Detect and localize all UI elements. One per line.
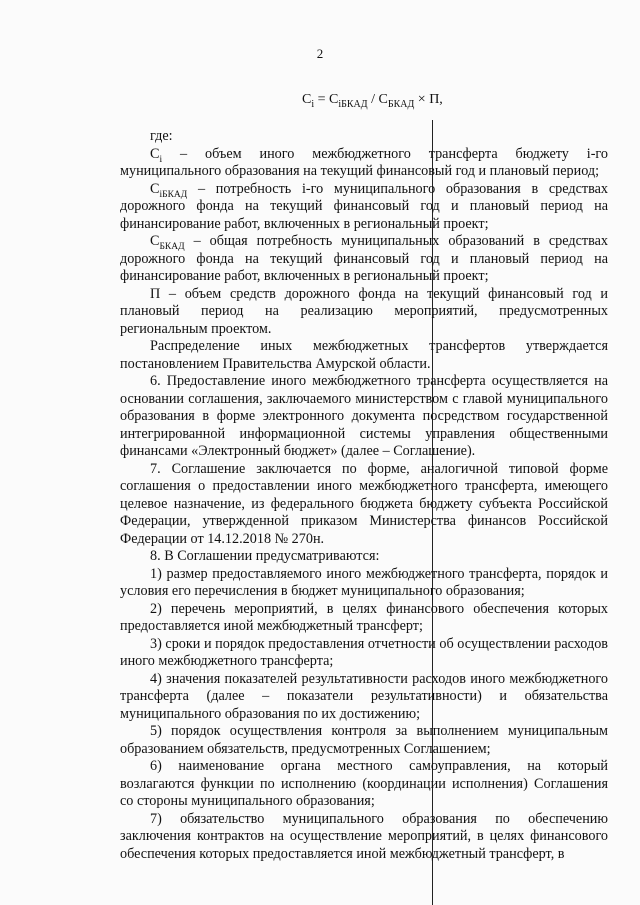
list-item: 1) размер предоставляемого иного межбюджетного трансферта, порядок и условия его перечисления в бюджет муниципального образования; — [120, 565, 608, 599]
list-item: 3) сроки и порядок предоставления отчетности об осуществлении расходов иного межбюджетного трансферта; — [120, 635, 608, 669]
document-body — [120, 128, 608, 863]
list-item: 4) значения показателей результативности расходов иного межбюджетного трансферта (далее – показатели результативности) и обязательства муниципального образования по их достижению; — [120, 670, 608, 722]
paragraph: 8. В Соглашении предусматриваются: — [150, 548, 380, 564]
def-symbol: C — [150, 180, 160, 197]
def-sub: iБКАД — [159, 189, 188, 200]
list-item: 2) перечень мероприятий, в целях финансового обеспечения которых предоставляется иной межбюджетный трансферт; — [120, 600, 608, 634]
def-symbol: C — [150, 233, 160, 249]
def-text: – общая потребность муниципальных образований в средствах дорожного фонда на текущий финансовый год и плановый период на финансирование работ, включенных в региональный проект; — [120, 233, 608, 284]
definition-cbkad — [120, 233, 608, 286]
formula-div: / C — [367, 92, 388, 107]
formula-den-sub: БКАД — [387, 98, 415, 110]
def-text: – потребность i-го муниципального образования в средствах дорожного фонда на текущий финансовый год и плановый период на финансирование работ, включенных в региональный проект; — [120, 180, 608, 232]
list-item: 5) порядок осуществления контроля за выполнением муниципальным образованием обязательств, предусмотренных Соглашением; — [120, 723, 608, 757]
formula-num-sub: iБКАД — [338, 98, 368, 110]
formula-eq: = C — [314, 92, 339, 107]
definition-cibkad — [120, 181, 608, 234]
page-number: 2 — [316, 46, 324, 61]
paragraph: Распределение иных межбюджетных трансфертов утверждается постановлением Правительства Амурской области. — [120, 338, 608, 372]
formula-lhs-sub: i — [311, 98, 315, 110]
definition-ci — [120, 146, 608, 181]
paragraph: 7. Соглашение заключается по форме, аналогичной типовой форме соглашения о предоставлении иного межбюджетного трансферта, имеющего целевое назначение, из федерального бюджета бюджету субъекта Российской Федерации, утвержденной приказом Министерства финансов Российской Федерации от 14.12.2018 № 270н. — [120, 460, 608, 547]
where-label: где: — [150, 128, 173, 144]
definition-p: П – объем средств дорожного фонда на текущий финансовый год и плановый период на реализацию мероприятий, предусмотренных региональным проектом. — [120, 285, 608, 337]
formula-tail: × П, — [414, 92, 443, 107]
def-sub: i — [159, 154, 163, 165]
formula — [302, 92, 443, 110]
paragraph: 6. Предоставление иного межбюджетного трансферта осуществляется на основании соглашения, заключаемого министерством с главой муниципального образования в форме электронного документа посредством государственной интегрированной информационной системы управления общественными финансами «Электронный бюджет» (далее – Соглашение). — [120, 373, 608, 459]
formula-lhs: C — [302, 92, 312, 107]
def-text: – объем иного межбюджетного трансферта бюджету i-го муниципального образования на текущий финансовый год и плановый период; — [120, 145, 608, 179]
def-sub: БКАД — [159, 241, 185, 252]
list-item: 7) обязательство муниципального образования по обеспечению заключения контрактов на осуществление мероприятий, в целях финансового обеспечения которых предоставляется иной межбюджетный трансферт, в — [120, 810, 608, 862]
list-item: 6) наименование органа местного самоуправления, на который возлагаются функции по исполнению (координации исполнения) Соглашения со стороны муниципального образования; — [120, 758, 608, 809]
def-symbol: C — [150, 145, 160, 162]
